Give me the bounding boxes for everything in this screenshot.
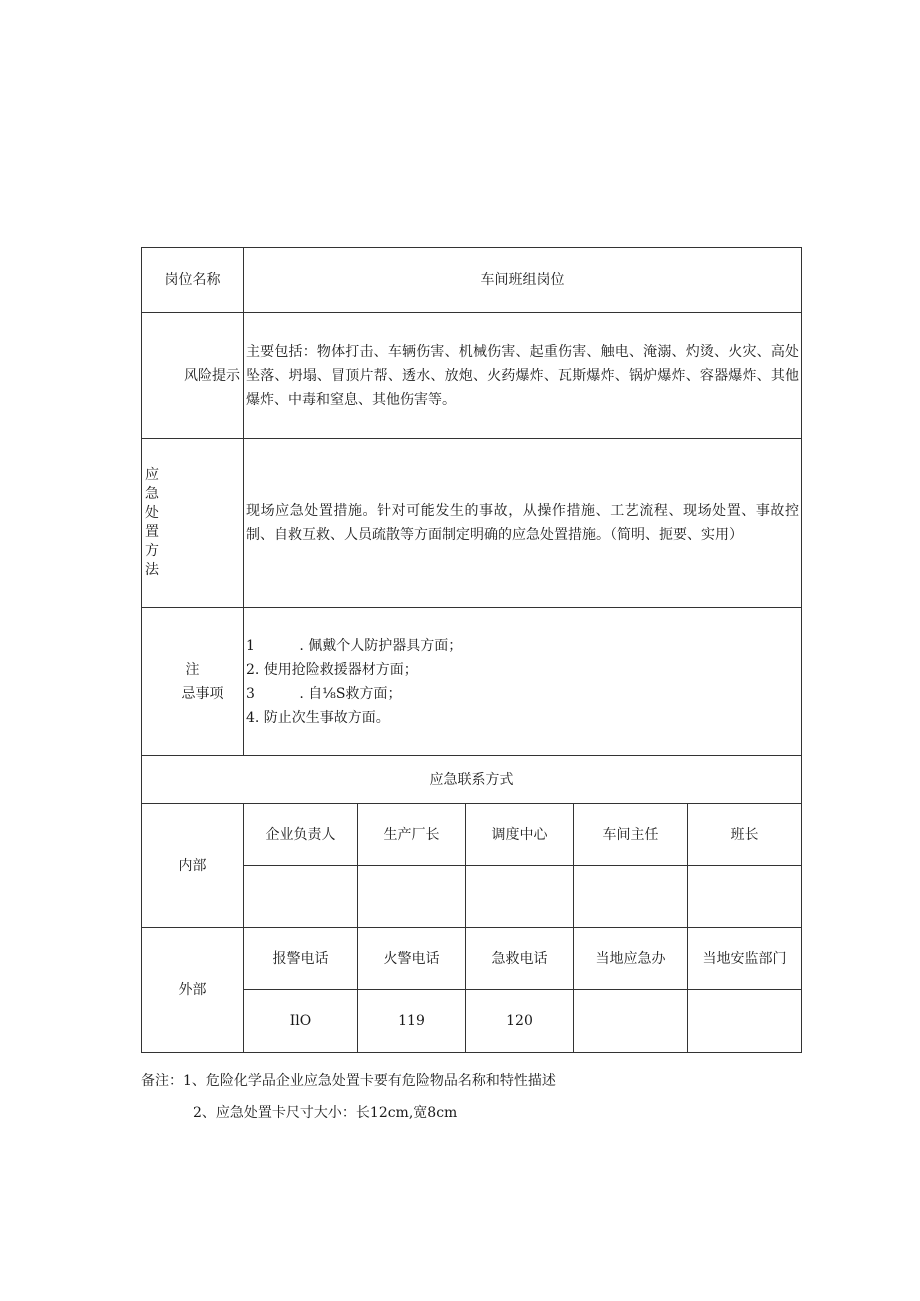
external-header-cell: 当地安监部门 [688,928,802,990]
external-value-cell [688,990,802,1053]
note-item: 2. 使用抢险救援器材方面； [246,661,418,678]
remark-line-2: 2、应急处置卡尺寸大小：长12cm,宽8cm [193,1105,458,1121]
internal-value-cell [574,866,688,928]
notes-label [142,608,244,756]
method-text: 现场应急处置措施。针对可能发生的事故，从操作措施、工艺流程、现场处置、事故控制、自救互救、人员疏散等方面制定明确的应急处置措施。（简明、扼要、实用） [244,439,802,608]
internal-value-cell [466,866,574,928]
external-label: 外部 [142,928,244,1053]
external-header-cell: 火警电话 [358,928,466,990]
internal-value-cell [244,866,358,928]
internal-header-cell: 企业负责人 [244,804,358,866]
method-label-char: 处 [145,505,159,521]
internal-header-cell: 生产厂长 [358,804,466,866]
external-value-cell: 119 [358,990,466,1053]
method-label-char: 急 [145,486,159,502]
notes-label-line2: 忌事项 [181,685,224,702]
method-label-char: 应 [145,467,159,483]
external-header-cell: 当地应急办 [574,928,688,990]
internal-value-cell [358,866,466,928]
post-name-value: 车间班组岗位 [244,248,802,313]
external-value-cell: IlO [244,990,358,1053]
note-item: 3 . 自⅛S救方面； [246,685,402,702]
internal-value-cell [688,866,802,928]
external-value-cell [574,990,688,1053]
risk-text: 主要包括：物体打击、车辆伤害、机械伤害、起重伤害、触电、淹溺、灼烫、火灾、高处坠落、坍塌、冒顶片帮、透水、放炮、火药爆炸、瓦斯爆炸、锅炉爆炸、容器爆炸、其他爆炸、中毒和窒息、其他伤害等。 [244,313,802,439]
remark-line-1: 备注：1、危险化学品企业应急处置卡要有危险物品名称和特性描述 [141,1073,556,1089]
internal-label: 内部 [142,804,244,928]
post-name-label: 岗位名称 [142,248,244,313]
note-item: 1 . 佩戴个人防护器具方面； [246,637,463,654]
method-label [142,439,244,608]
risk-label: 风险提示 [142,313,244,439]
method-label-char: 方 [145,543,159,559]
notes-list [244,608,802,756]
contact-title: 应急联系方式 [142,756,802,804]
internal-header-cell: 班长 [688,804,802,866]
notes-label-line1: 注 [185,661,200,678]
external-header-cell: 报警电话 [244,928,358,990]
external-value-cell: 120 [466,990,574,1053]
remarks [141,1071,556,1121]
external-header-cell: 急救电话 [466,928,574,990]
method-label-char: 法 [145,562,159,578]
method-label-char: 置 [145,524,159,540]
note-item: 4. 防止次生事故方面。 [246,709,390,726]
internal-header-cell: 调度中心 [466,804,574,866]
internal-header-cell: 车间主任 [574,804,688,866]
emergency-card-table [141,247,802,1053]
